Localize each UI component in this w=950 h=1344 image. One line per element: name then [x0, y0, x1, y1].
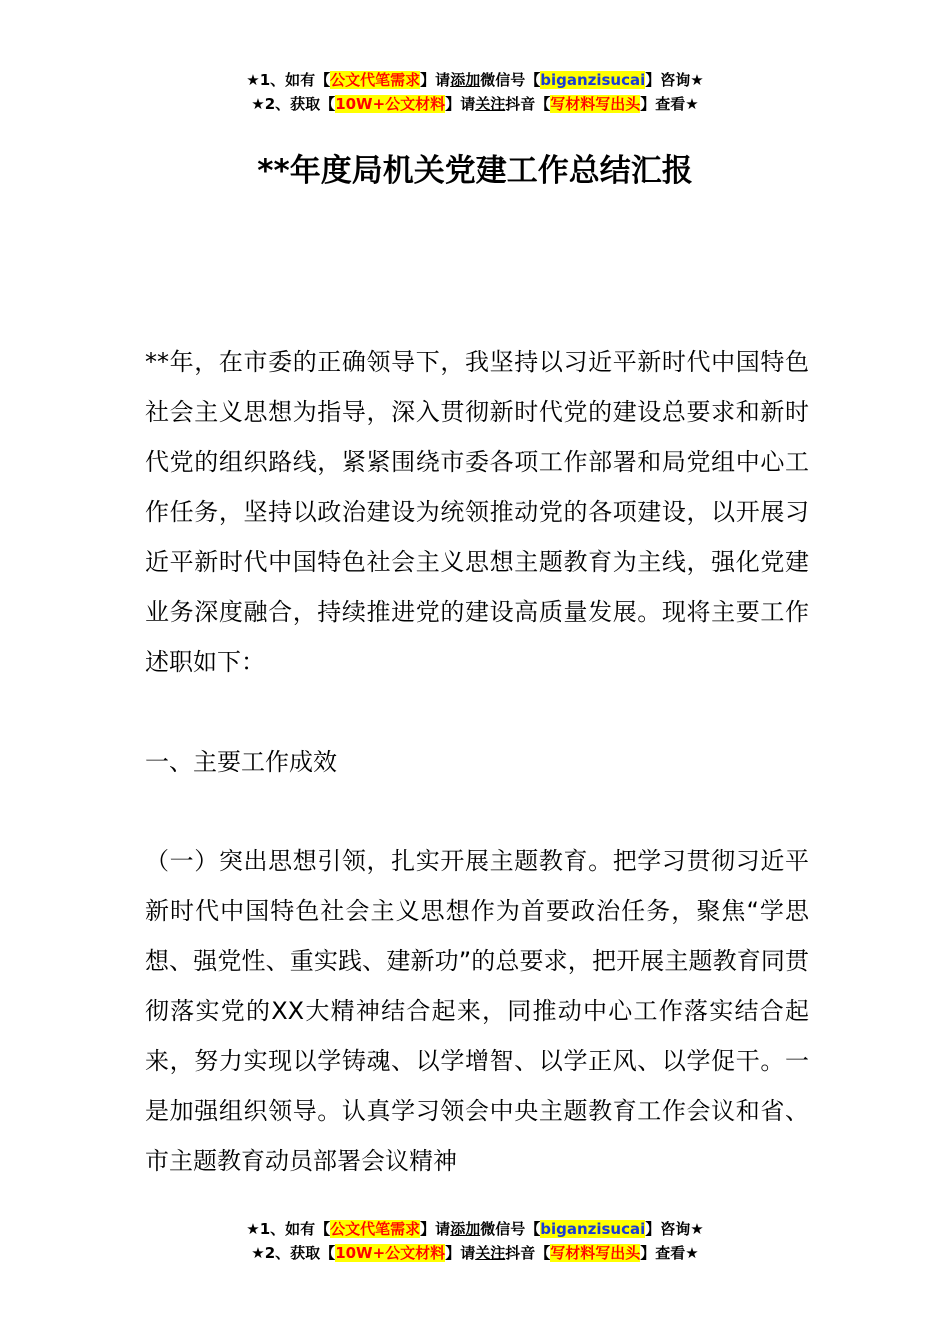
banner-highlight: 写材料写出头: [550, 1244, 641, 1262]
banner-text: ★2、获取【: [251, 1244, 336, 1262]
banner-highlight-wechat: biganzisucai: [540, 1220, 646, 1238]
banner-text: ★1、如有【: [246, 1220, 331, 1238]
banner-underline: 关注: [475, 1244, 506, 1262]
banner-line-1: [0, 68, 950, 92]
banner-highlight: 公文代笔需求: [330, 1220, 421, 1238]
banner-highlight: 写材料写出头: [550, 95, 641, 113]
intro-paragraph: [145, 337, 809, 687]
banner-highlight: 10W+公文材料: [335, 1244, 446, 1262]
banner-line-2: [0, 92, 950, 116]
banner-text: ★2、获取【: [251, 95, 336, 113]
heading-text: 一、主要工作成效: [145, 748, 337, 776]
banner-highlight-wechat: biganzisucai: [540, 71, 646, 89]
banner-text: 抖音【: [505, 1244, 551, 1262]
banner-highlight: 10W+公文材料: [335, 95, 446, 113]
banner-text: 】查看★: [640, 95, 699, 113]
paragraph-text: **年，在市委的正确领导下，我坚持以习近平新时代中国特色社会主义思想为指导，深入贯彻新时代党的建设总要求和新时代党的组织路线，紧紧围绕市委各项工作部署和局党组中心工作任务，坚持以政治建设为统领推动党的各项建设，以开展习近平新时代中国特色社会主义思想主题教育为主线，强化党建业务深度融合，持续推进党的建设高质量发展。现将主要工作述职如下：: [145, 348, 809, 676]
banner-text: 】咨询★: [645, 71, 704, 89]
banner-text: 微信号【: [480, 1220, 541, 1238]
document-title: **年度局机关党建工作总结汇报: [257, 153, 693, 189]
banner-text: ★1、如有【: [246, 71, 331, 89]
banner-underline: 关注: [475, 95, 506, 113]
paragraph-text: （一）突出思想引领，扎实开展主题教育。把学习贯彻习近平新时代中国特色社会主义思想作为首要政治任务，聚焦“学思想、强党性、重实践、建新功”的总要求，把开展主题教育同贯彻落实党的XX大精神结合起来，同推动中心工作落实结合起来，努力实现以学铸魂、以学增智、以学正风、以学促干。一是加强组织领导。认真学习领会中央主题教育工作会议和省、市主题教育动员部署会议精神: [145, 847, 809, 1175]
banner-text: 】请: [420, 71, 451, 89]
banner-line-2: [0, 1241, 950, 1265]
banner-line-1: [0, 1217, 950, 1241]
banner-text: 】请: [445, 1244, 476, 1262]
banner-text: 微信号【: [480, 71, 541, 89]
section-paragraph: [145, 836, 809, 1186]
banner-underline: 添加: [450, 71, 481, 89]
banner-text: 】查看★: [640, 1244, 699, 1262]
banner-underline: 添加: [450, 1220, 481, 1238]
banner-text: 】咨询★: [645, 1220, 704, 1238]
banner-text: 】请: [445, 95, 476, 113]
section-heading: [145, 737, 809, 787]
header-banner: [0, 68, 950, 116]
banner-highlight: 公文代笔需求: [330, 71, 421, 89]
footer-banner: [0, 1217, 950, 1265]
banner-text: 】请: [420, 1220, 451, 1238]
banner-text: 抖音【: [505, 95, 551, 113]
